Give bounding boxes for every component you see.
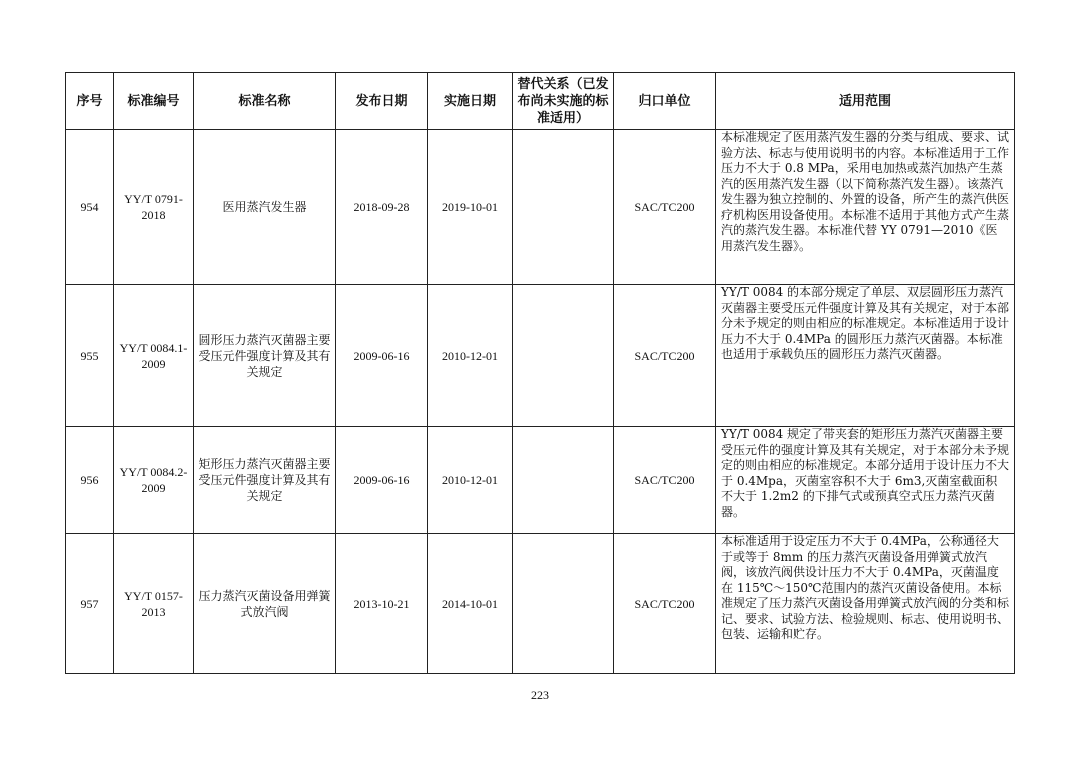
header-dept: 归口单位 — [614, 73, 716, 130]
row-scope: YY/T 0084 的本部分规定了单层、双层圆形压力蒸汽灭菌器主要受压元件强度计算及其有关规定，对于本部分未予规定的则由相应的标准规定。本标准适用于设计压力不大于 0.4MPa 的圆形压力蒸汽灭菌器。本标准也适用于承载负压的圆形压力蒸汽灭菌器。 — [716, 285, 1015, 427]
header-effective: 实施日期 — [428, 73, 513, 130]
table-row — [66, 427, 1015, 534]
header-name: 标准名称 — [194, 73, 336, 130]
row-name: 圆形压力蒸汽灭菌器主要受压元件强度计算及其有关规定 — [194, 285, 336, 427]
row-replaces — [513, 285, 614, 427]
standards-table — [65, 72, 1015, 674]
row-effective: 2010-12-01 — [428, 285, 513, 427]
row-issued: 2009-06-16 — [336, 427, 428, 534]
row-code: YY/T 0084.2-2009 — [114, 427, 194, 534]
header-seq: 序号 — [66, 73, 114, 130]
row-seq: 954 — [66, 130, 114, 285]
row-replaces — [513, 130, 614, 285]
row-code: YY/T 0157-2013 — [114, 534, 194, 674]
row-dept: SAC/TC200 — [614, 130, 716, 285]
row-code: YY/T 0084.1-2009 — [114, 285, 194, 427]
row-seq: 957 — [66, 534, 114, 674]
header-scope: 适用范围 — [716, 73, 1015, 130]
row-name: 压力蒸汽灭菌设备用弹簧式放汽阀 — [194, 534, 336, 674]
row-dept: SAC/TC200 — [614, 285, 716, 427]
row-issued: 2013-10-21 — [336, 534, 428, 674]
row-scope: YY/T 0084 规定了带夹套的矩形压力蒸汽灭菌器主要受压元件的强度计算及其有关规定，对于本部分未予规定的则由相应的标准规定。本部分适用于设计压力不大于 0.4Mpa，灭菌室容积不大于 6m3,灭菌室截面积不大于 1.2m2 的下排气式或预真空式压力蒸汽灭菌器。 — [716, 427, 1015, 534]
row-dept: SAC/TC200 — [614, 534, 716, 674]
table-row — [66, 130, 1015, 285]
row-dept: SAC/TC200 — [614, 427, 716, 534]
row-effective: 2010-12-01 — [428, 427, 513, 534]
table-row — [66, 285, 1015, 427]
header-replaces: 替代关系（已发布尚未实施的标准适用） — [513, 73, 614, 130]
row-replaces — [513, 427, 614, 534]
table-row — [66, 534, 1015, 674]
table-header-row — [66, 73, 1015, 130]
row-code: YY/T 0791-2018 — [114, 130, 194, 285]
row-issued: 2018-09-28 — [336, 130, 428, 285]
header-issued: 发布日期 — [336, 73, 428, 130]
row-seq: 955 — [66, 285, 114, 427]
row-replaces — [513, 534, 614, 674]
row-name: 矩形压力蒸汽灭菌器主要受压元件强度计算及其有关规定 — [194, 427, 336, 534]
row-seq: 956 — [66, 427, 114, 534]
header-code: 标准编号 — [114, 73, 194, 130]
row-scope: 本标准适用于设定压力不大于 0.4MPa，公称通径大于或等于 8mm 的压力蒸汽灭菌设备用弹簧式放汽阀，该放汽阀供设计压力不大于 0.4MPa，灭菌温度在 115℃～150℃范围内的蒸汽灭菌设备使用。本标准规定了压力蒸汽灭菌设备用弹簧式放汽阀的分类和标记、要求、试验方法、检验规则、标志、使用说明书、包装、运输和贮存。 — [716, 534, 1015, 674]
row-scope: 本标准规定了医用蒸汽发生器的分类与组成、要求、试验方法、标志与使用说明书的内容。本标准适用于工作压力不大于 0.8 MPa，采用电加热或蒸汽加热产生蒸汽的医用蒸汽发生器（以下简称蒸汽发生器）。该蒸汽发生器为独立控制的、外置的设备，所产生的蒸汽供医疗机构医用设备使用。本标准不适用于其他方式产生蒸汽的蒸汽发生器。本标准代替 YY 0791—2010《医用蒸汽发生器》。 — [716, 130, 1015, 285]
row-effective: 2014-10-01 — [428, 534, 513, 674]
page-number: 223 — [531, 688, 549, 702]
row-effective: 2019-10-01 — [428, 130, 513, 285]
row-name: 医用蒸汽发生器 — [194, 130, 336, 285]
row-issued: 2009-06-16 — [336, 285, 428, 427]
